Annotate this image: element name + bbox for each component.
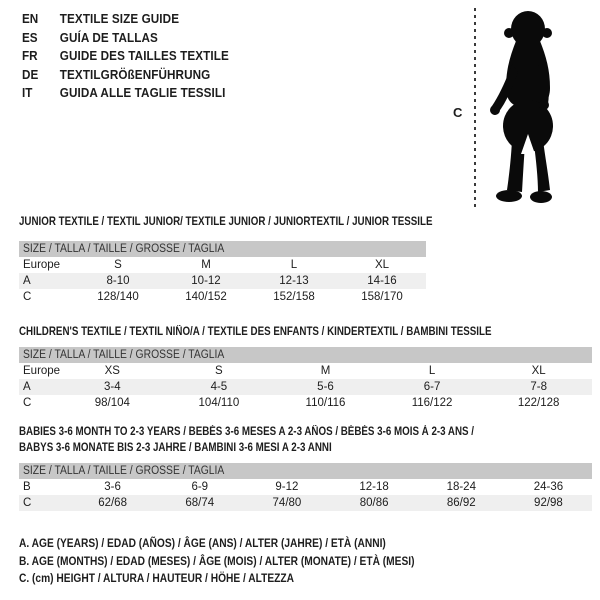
size-cell: 104/110 xyxy=(198,397,240,409)
size-cell: 128/140 xyxy=(97,291,139,303)
row-label: C xyxy=(23,397,32,409)
legend-footnotes xyxy=(19,535,484,588)
language-title: GUÍA DE TALLAS xyxy=(59,29,158,45)
row-label: C xyxy=(23,497,32,509)
table-row xyxy=(19,395,592,411)
size-cell: 3-6 xyxy=(104,481,121,493)
row-label: Europe xyxy=(23,365,61,377)
size-cell: 122/128 xyxy=(517,397,560,409)
language-row xyxy=(22,29,229,48)
language-row xyxy=(22,47,229,66)
table-title-line: JUNIOR TEXTILE / TEXTIL JUNIOR/ TEXTILE JUNIOR / JUNIORTEXTIL / JUNIOR TESSILE xyxy=(19,216,433,228)
size-cell: 98/104 xyxy=(94,397,130,409)
size-cell: 14-16 xyxy=(367,275,397,287)
language-title: GUIDA ALLE TAGLIE TESSILI xyxy=(59,85,226,100)
size-cell: XL xyxy=(531,365,546,377)
size-cell: XS xyxy=(104,365,120,377)
language-title-list xyxy=(22,10,252,103)
size-header-bar xyxy=(19,241,426,257)
size-cell: 116/122 xyxy=(411,397,453,409)
size-cell: 24-36 xyxy=(533,481,564,493)
size-cell: 110/116 xyxy=(305,397,346,409)
size-cell: 18-24 xyxy=(446,481,476,493)
junior-size-table xyxy=(19,241,426,305)
language-code: DE xyxy=(22,66,39,82)
size-header-text: SIZE / TALLA / TAILLE / GRÖSSE / TAGLIA xyxy=(23,465,225,477)
table-title-line: CHILDREN'S TEXTILE / TEXTIL NIÑO/A / TEXTILE DES ENFANTS / KINDERTEXTIL / BAMBINI TESSILE xyxy=(19,326,492,338)
footnote-line: A. AGE (YEARS) / EDAD (AÑOS) / ÂGE (ANS) / ALTER (JAHRE) / ETÀ (ANNI) xyxy=(19,536,386,550)
babies-size-table xyxy=(19,463,592,511)
row-label: B xyxy=(23,481,31,493)
language-code: EN xyxy=(22,11,39,26)
height-measure-dashed-line xyxy=(474,8,476,208)
table-row xyxy=(19,495,592,511)
table-row xyxy=(19,273,426,289)
language-title: TEXTILGRÖßENFÜHRUNG xyxy=(59,66,211,82)
language-row xyxy=(22,84,229,103)
table-row xyxy=(19,257,426,273)
size-cell: XL xyxy=(374,259,390,271)
size-cell: M xyxy=(320,365,331,377)
size-cell: 6-7 xyxy=(423,381,441,393)
size-cell: 6-9 xyxy=(191,481,209,493)
toddler-silhouette-icon xyxy=(482,8,578,208)
language-title: TEXTILE SIZE GUIDE xyxy=(59,11,180,26)
size-cell: 62/68 xyxy=(98,497,127,509)
size-cell: 86/92 xyxy=(446,497,476,509)
table-title-line: BABYS 3-6 MONATE BIS 2-3 JAHRE / BAMBINI 3-6 MESI A 2-3 ANNI xyxy=(19,442,332,454)
size-cell: 10-12 xyxy=(191,275,221,287)
size-cell: 80/86 xyxy=(359,497,389,509)
babies-table-title xyxy=(19,424,474,456)
language-row xyxy=(22,10,229,29)
language-row xyxy=(22,66,229,85)
size-cell: 8-10 xyxy=(106,275,130,287)
size-cell: 3-4 xyxy=(103,381,121,393)
table-row xyxy=(19,479,592,495)
table-row xyxy=(19,379,592,395)
children-size-table xyxy=(19,347,592,411)
row-label: Europe xyxy=(23,259,61,271)
size-header-text: SIZE / TALLA / TAILLE / GRÖSSE / TAGLIA xyxy=(23,349,225,361)
size-cell: 74/80 xyxy=(272,497,302,509)
footnote-line: B. AGE (MONTHS) / EDAD (MESES) / ÂGE (MOIS) / ALTER (MONATE) / ETÀ (MESI) xyxy=(19,553,415,568)
size-cell: 9-12 xyxy=(275,481,299,493)
language-code: FR xyxy=(22,48,38,63)
size-cell: M xyxy=(201,259,211,271)
height-measure-label: C xyxy=(453,105,463,120)
size-cell: 7-8 xyxy=(530,381,547,393)
table-row xyxy=(19,289,426,305)
size-header-bar xyxy=(19,463,592,479)
size-cell: 158/170 xyxy=(361,291,403,303)
footnote-line: C. (cm) HEIGHT / ALTURA / HAUTEUR / HÖHE / ALTEZZA xyxy=(19,571,295,585)
row-label: A xyxy=(23,275,31,287)
language-code: IT xyxy=(22,85,33,100)
language-code: ES xyxy=(22,29,38,45)
size-header-bar xyxy=(19,347,592,363)
table-row xyxy=(19,363,592,379)
row-label: C xyxy=(23,291,32,303)
size-cell: 152/158 xyxy=(273,291,315,303)
size-cell: 68/74 xyxy=(185,497,215,509)
language-title: GUIDE DES TAILLES TEXTILE xyxy=(59,48,229,63)
size-cell: 4-5 xyxy=(210,381,228,393)
size-cell: S xyxy=(215,365,223,377)
table-title-line: BABIES 3-6 MONTH TO 2-3 YEARS / BEBÉS 3-6 MESES A 2-3 AÑOS / BÉBÉS 3-6 MOIS À 2-3 ANS / xyxy=(19,426,475,438)
size-cell: 12-18 xyxy=(359,481,389,493)
row-label: A xyxy=(23,381,31,393)
junior-table-title xyxy=(19,214,433,230)
size-header-text: SIZE / TALLA / TAILLE / GRÖSSE / TAGLIA xyxy=(23,243,225,255)
size-cell: 5-6 xyxy=(317,381,334,393)
size-cell: L xyxy=(290,259,298,271)
size-cell: L xyxy=(428,365,436,377)
size-cell: 140/152 xyxy=(185,291,227,303)
children-table-title xyxy=(19,324,491,340)
size-cell: S xyxy=(114,259,122,271)
size-cell: 12-13 xyxy=(279,275,309,287)
size-cell: 92/98 xyxy=(534,497,563,509)
